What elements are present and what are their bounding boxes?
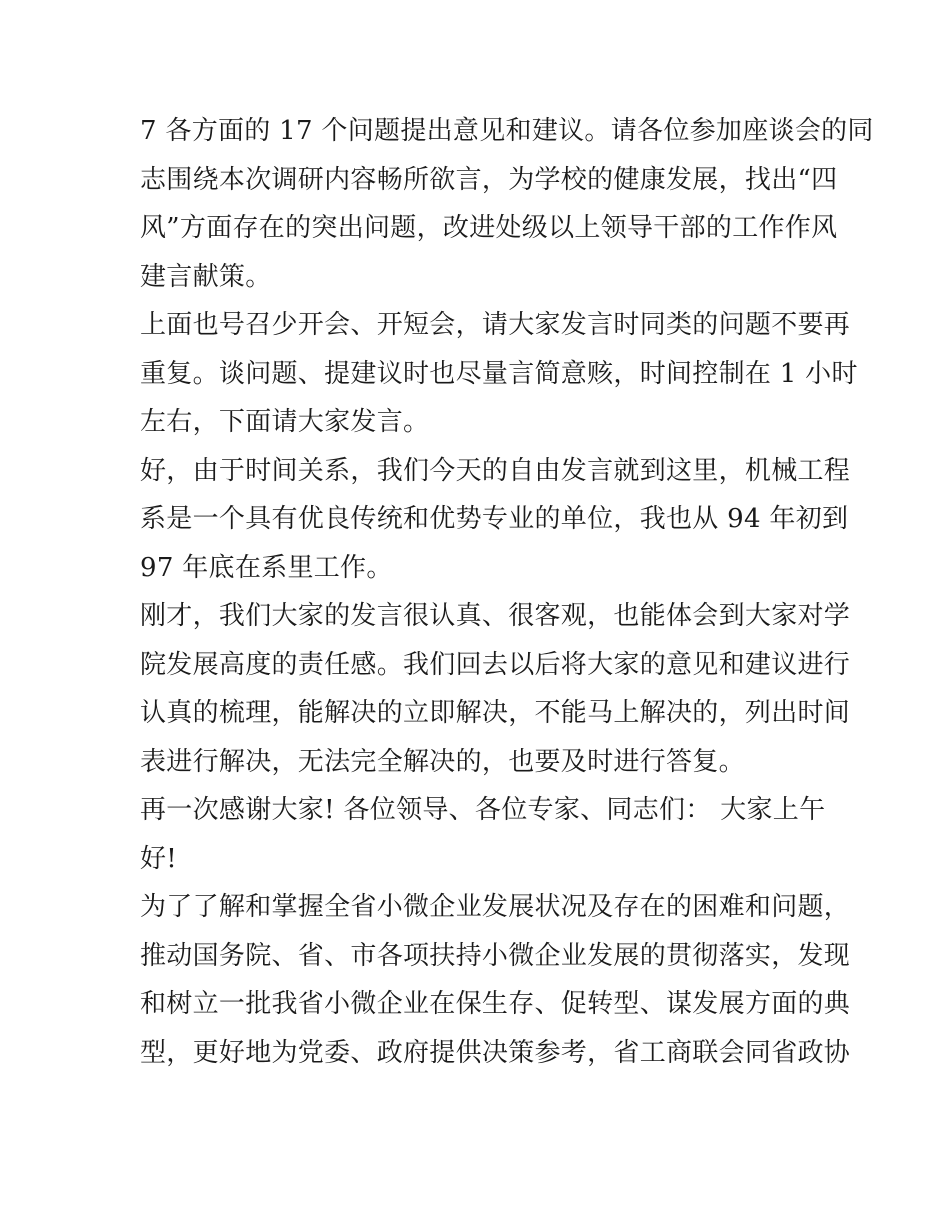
text-line: 上面也号召少开会、开短会，请大家发言时同类的问题不要再 xyxy=(140,310,851,340)
text-line: 院发展高度的责任感。我们回去以后将大家的意见和建议进行 xyxy=(140,649,851,680)
text-line: 好，由于时间关系，我们今天的自由发言就到这里，机械工程 xyxy=(140,455,851,486)
text-line: 97 年底在系里工作。 xyxy=(140,552,393,583)
text-line: 和树立一批我省小微企业在保生存、促转型、谋发展方面的典 xyxy=(140,989,851,1019)
paragraph-1 xyxy=(140,107,874,301)
text-line: 再一次感谢大家! 各位领导、各位专家、同志们： 大家上午 xyxy=(140,795,826,825)
text-line: 志围绕本次调研内容畅所欲言，为学校的健康发展，找出“四 xyxy=(140,164,838,195)
text-line: 建言献策。 xyxy=(140,261,272,292)
paragraph-5 xyxy=(140,786,826,883)
text-line: 认真的梳理，能解决的立即解决，不能马上解决的，列出时间 xyxy=(140,698,851,728)
text-line: 左右，下面请大家发言。 xyxy=(140,407,430,437)
text-line: 推动国务院、省、市各项扶持小微企业发展的贯彻落实，发现 xyxy=(140,940,851,971)
text-line: 7 各方面的 17 个问题提出意见和建议。请各位参加座谈会的同 xyxy=(140,116,874,146)
paragraph-3 xyxy=(140,447,851,593)
text-line: 好! xyxy=(140,843,178,874)
paragraph-2 xyxy=(140,301,858,447)
text-line: 为了了解和掌握全省小微企业发展状况及存在的困难和问题， xyxy=(140,892,851,922)
text-line: 风”方面存在的突出问题，改进处级以上领导干部的工作作风 xyxy=(140,213,838,243)
text-line: 刚才，我们大家的发言很认真、很客观，也能体会到大家对学 xyxy=(140,601,851,631)
text-line: 型，更好地为党委、政府提供决策参考，省工商联会同省政协 xyxy=(140,1037,851,1068)
text-line: 重复。谈问题、提建议时也尽量言简意赅，时间控制在 1 小时 xyxy=(140,358,858,389)
paragraph-6 xyxy=(140,883,851,1077)
document-body xyxy=(140,107,874,1077)
paragraph-4 xyxy=(140,592,851,786)
text-line: 系是一个具有优良传统和优势专业的单位，我也从 94 年初到 xyxy=(140,504,849,534)
text-line: 表进行解决，无法完全解决的，也要及时进行答复。 xyxy=(140,746,745,777)
